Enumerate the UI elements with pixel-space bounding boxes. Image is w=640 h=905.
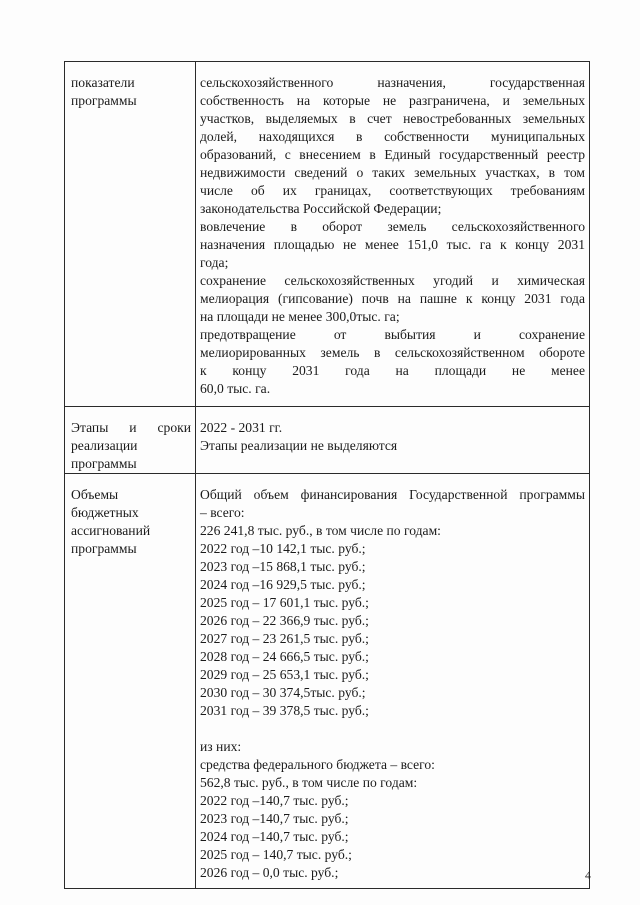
content-line: 60,0 тыс. га.: [200, 381, 271, 396]
budget-line: из них:: [200, 739, 242, 754]
content-line: сельскохозяйственного назначения, государственная: [200, 75, 585, 90]
content-line: долей, находящихся в собственности муниципальных: [200, 129, 585, 144]
budget-line: 2024 год –16 929,5 тыс. руб.;: [200, 577, 366, 592]
row-label-line: Объемы: [71, 487, 119, 502]
content-line: к концу 2031 года на площади не менее: [200, 363, 585, 378]
content-line: вовлечение в оборот земель сельскохозяйственного: [200, 219, 585, 234]
row-label-cell: [65, 407, 196, 474]
content-line: мелиорированных земель в сельскохозяйственном обороте: [200, 345, 585, 360]
budget-line: 2028 год – 24 666,5 тыс. руб.;: [200, 649, 369, 664]
budget-line: 2023 год –15 868,1 тыс. руб.;: [200, 559, 366, 574]
content-line: Общий объем финансирования Государственной программы: [200, 487, 585, 502]
blank-line: [200, 720, 585, 738]
row-label-cell: [65, 474, 196, 889]
page-number: 4: [585, 868, 591, 882]
budget-line: средства федерального бюджета – всего:: [200, 757, 435, 772]
content-line: предотвращение от выбытия и сохранение: [200, 327, 585, 342]
content-line: собственность на которые не разграничена, и земельных: [200, 93, 585, 108]
budget-line: 2027 год – 23 261,5 тыс. руб.;: [200, 631, 369, 646]
budget-line: 2025 год – 17 601,1 тыс. руб.;: [200, 595, 369, 610]
budget-line: 562,8 тыс. руб., в том числе по годам:: [200, 775, 418, 790]
content-line: образований, с внесением в Единый государственный реестр: [200, 147, 585, 162]
row-label-line: ассигнований: [71, 523, 151, 538]
row-label-line: программы: [71, 541, 137, 556]
content-line: недвижимости сведений о таких земельных участках, в том: [200, 165, 585, 180]
content-line: на площади не менее 300,0тыс. га;: [200, 309, 400, 324]
content-line: года;: [200, 255, 229, 270]
budget-line: 2029 год – 25 653,1 тыс. руб.;: [200, 667, 369, 682]
row-label-line: реализации: [71, 438, 138, 453]
row-label-line: бюджетных: [71, 505, 139, 520]
row-content-cell: [196, 474, 590, 889]
content-line: назначения площадью не менее 151,0 тыс. га к концу 2031: [200, 237, 585, 252]
content-line: участков, выделяемых в счет невостребованных земельных: [200, 111, 585, 126]
row-label-line: показатели: [71, 75, 135, 90]
budget-line: 2026 год – 22 366,9 тыс. руб.;: [200, 613, 369, 628]
content-line: Этапы реализации не выделяются: [200, 438, 398, 453]
row-label-line: программы: [71, 456, 137, 471]
budget-line: 2024 год –140,7 тыс. руб.;: [200, 829, 349, 844]
table-row-stages: [65, 407, 590, 474]
content-line: сохранение сельскохозяйственных угодий и химическая: [200, 273, 585, 288]
program-passport-table: [64, 61, 590, 889]
row-label-cell: [65, 62, 196, 407]
budget-line: 2030 год – 30 374,5тыс. руб.;: [200, 685, 366, 700]
row-content-cell: [196, 62, 590, 407]
row-label-line: Этапы и сроки: [71, 420, 191, 435]
content-line: числе об их границах, соответствующих требованиям: [200, 183, 585, 198]
budget-line: 226 241,8 тыс. руб., в том числе по годам:: [200, 523, 441, 538]
budget-line: 2022 год –140,7 тыс. руб.;: [200, 793, 349, 808]
budget-line: 2031 год – 39 378,5 тыс. руб.;: [200, 703, 369, 718]
table-row-budget: [65, 474, 590, 889]
content-line: – всего:: [200, 505, 245, 520]
content-line: мелиорация (гипсование) почв на пашне к концу 2031 года: [200, 291, 585, 306]
table-row-indicators: [65, 62, 590, 407]
row-label-line: программы: [71, 93, 137, 108]
budget-line: 2026 год – 0,0 тыс. руб.;: [200, 865, 339, 880]
budget-line: 2023 год –140,7 тыс. руб.;: [200, 811, 349, 826]
row-content-cell: [196, 407, 590, 474]
budget-line: 2022 год –10 142,1 тыс. руб.;: [200, 541, 366, 556]
content-line: законодательства Российской Федерации;: [200, 201, 442, 216]
budget-line: 2025 год – 140,7 тыс. руб.;: [200, 847, 352, 862]
content-line: 2022 - 2031 гг.: [200, 420, 283, 435]
